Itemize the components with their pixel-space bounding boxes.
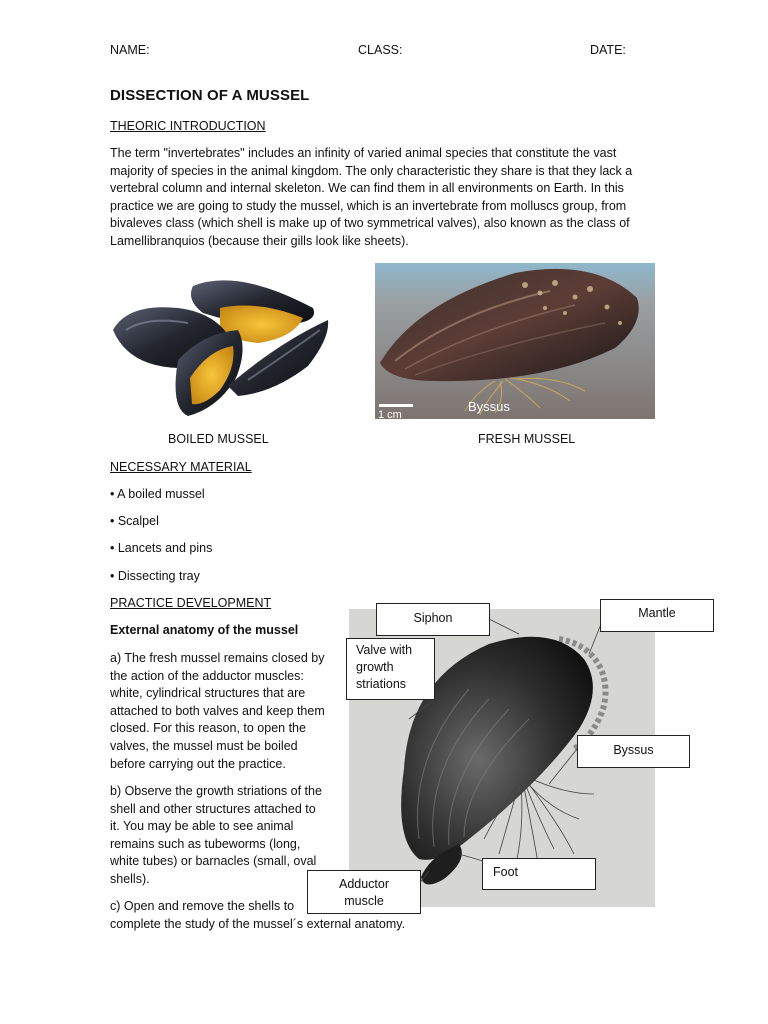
paragraph-b-line: white tubes) or barnacles (small, oval xyxy=(110,854,317,869)
intro-heading: THEORIC INTRODUCTION xyxy=(110,119,266,133)
material-item: • A boiled mussel xyxy=(110,487,205,501)
paragraph-b-line: it. You may be able to see animal xyxy=(110,819,294,834)
paragraph-b-line: b) Observe the growth striations of the xyxy=(110,784,322,798)
practice-heading: PRACTICE DEVELOPMENT xyxy=(110,596,272,610)
paragraph-a-line: closed. For this reason, to open the xyxy=(110,721,306,736)
paragraph-b-line: remains such as tubeworms (long, xyxy=(110,836,301,851)
fresh-mussel-photo xyxy=(375,263,655,419)
label-foot: Foot xyxy=(482,858,596,890)
fresh-photo-scale-label: 1 cm xyxy=(378,409,402,419)
paragraph-a-line: before carrying out the practice. xyxy=(110,756,286,771)
material-heading: NECESSARY MATERIAL xyxy=(110,460,252,474)
external-anatomy-subheading: External anatomy of the mussel xyxy=(110,623,299,637)
paragraph-b-line: shells). xyxy=(110,871,150,886)
paragraph-b xyxy=(110,783,322,889)
paragraph-a-line: the action of the adductor muscles: xyxy=(110,668,304,683)
paragraph-a-line: attached to both valves and keep them xyxy=(110,703,325,718)
name-field-label: NAME: xyxy=(110,43,150,57)
page-title: DISSECTION OF A MUSSEL xyxy=(110,87,310,104)
material-item: • Lancets and pins xyxy=(110,541,213,555)
label-mantle: Mantle xyxy=(600,599,714,632)
material-item: • Scalpel xyxy=(110,514,159,528)
fresh-mussel-caption: FRESH MUSSEL xyxy=(478,432,576,446)
paragraph-c-line: complete the study of the mussel´s external anatomy. xyxy=(110,916,406,931)
paragraph-a xyxy=(110,650,325,773)
fresh-photo-byssus-label: Byssus xyxy=(468,399,510,414)
label-valve-growth-striations: Valve with growth striations xyxy=(346,638,435,700)
paragraph-b-line: shell and other structures attached to xyxy=(110,801,316,816)
intro-paragraph: The term "invertebrates" includes an infinity of varied animal species that constitute the vast majority of species in the animal kingdom. The only characteristic they share is that they lack a vertebral column and internal skeleton. We can find them in all environments on Earth. In this practice we are going to study the mussel, which is an invertebrate from molluscs group, from bivaleves class (which shell is make up of two symmetrical valves), also known as the class of Lamellibranquios (because their gills look like sheets). xyxy=(110,146,633,248)
material-item: • Dissecting tray xyxy=(110,569,200,583)
paragraph-a-line: white, cylindrical structures that are xyxy=(110,686,306,701)
boiled-mussel-photo xyxy=(108,268,333,423)
label-byssus: Byssus xyxy=(577,735,690,768)
paragraph-a-line: a) The fresh mussel remains closed by xyxy=(110,651,325,665)
label-adductor-muscle: Adductor muscle xyxy=(307,870,421,914)
paragraph-c-line: c) Open and remove the shells to xyxy=(110,899,295,913)
boiled-mussel-caption: BOILED MUSSEL xyxy=(168,432,269,446)
label-siphon: Siphon xyxy=(376,603,490,636)
paragraph-a-line: valves, the mussel must be boiled xyxy=(110,738,298,753)
date-field-label: DATE: xyxy=(590,43,626,57)
class-field-label: CLASS: xyxy=(358,43,403,57)
